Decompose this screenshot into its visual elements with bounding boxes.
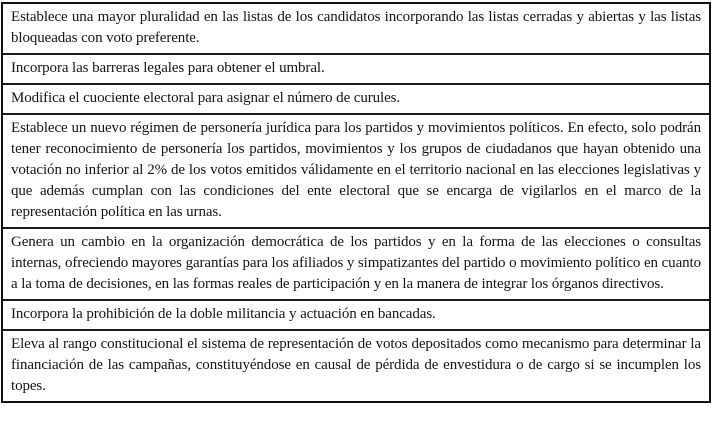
table-row bbox=[3, 113, 709, 227]
table-row bbox=[3, 227, 709, 299]
table-row bbox=[3, 299, 709, 329]
document-table bbox=[1, 2, 711, 403]
row-text: Incorpora la prohibición de la doble militancia y actuación en bancadas. bbox=[11, 306, 436, 322]
table-row bbox=[3, 4, 709, 53]
row-text: Genera un cambio en la organización democrática de los partidos y en la forma de las elecciones o consultas internas, ofreciendo mayores garantías para los afiliados y simpatizantes del partido o movimiento político en cuanto a la toma de decisiones, en las formas reales de participación y en la manera de integrar los órganos directivos. bbox=[11, 234, 701, 292]
row-text: Eleva al rango constitucional el sistema de representación de votos depositados como mecanismo para determinar la financiación de las campañas, constituyéndose en causal de pérdida de envestidura o de cargo si se incumplen los topes. bbox=[11, 336, 701, 394]
row-text: Establece un nuevo régimen de personería jurídica para los partidos y movimientos políticos. En efecto, solo podrán tener reconocimiento de personería los partidos, movimientos y los grupos de ciudadanos que hayan obtenido una votación no inferior al 2% de los votos emitidos válidamente en el territorio nacional en las elecciones legislativas y que además cumplan con las condiciones del ente electoral que se encarga de vigilarlos en el marco de la representación política en las urnas. bbox=[11, 120, 701, 220]
row-text: Establece una mayor pluralidad en las listas de los candidatos incorporando las listas cerradas y abiertas y las listas bloqueadas con voto preferente. bbox=[11, 9, 701, 46]
row-text: Modifica el cuociente electoral para asignar el número de curules. bbox=[11, 90, 401, 106]
table-row bbox=[3, 53, 709, 83]
row-text: Incorpora las barreras legales para obtener el umbral. bbox=[11, 60, 325, 76]
table-row bbox=[3, 329, 709, 401]
table-row bbox=[3, 83, 709, 113]
